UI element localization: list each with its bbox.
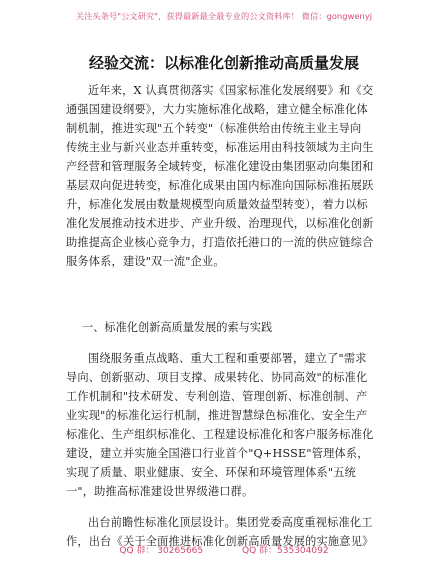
text-line: 工作机制和"技术研发、专利创造、管理创新、标准创制、产 xyxy=(66,390,368,403)
section-heading: 一、标准化创新高质量发展的索与实践 xyxy=(82,321,273,334)
text-line: 近年来，X 认真贯彻落实《国家标准化发展纲要》和《交 xyxy=(88,84,374,97)
footer-contacts xyxy=(0,543,448,556)
footer-qq-group-1: QQ 群： 30265665 xyxy=(119,546,204,556)
text-line: 制机制，推进实现"五个转变"（标准供给由传统主业主导向 xyxy=(66,122,362,135)
text-line: 升，标准化发展由数量规模型向质量效益型转变），着力以标 xyxy=(66,198,368,211)
text-line: 基层双向促进转变，标准化成果由国内标准向国际标准拓展跃 xyxy=(66,179,374,192)
text-line: 围绕服务重点战略、重大工程和重要部署，建立了"需求 xyxy=(88,352,367,365)
page-title: 经验交流：以标准化创新推动高质量发展 xyxy=(88,54,359,72)
text-line: 作，出台《关于全面推进标准化创新高质量发展的实施意见》 xyxy=(66,535,374,548)
paragraph-practice xyxy=(66,349,386,501)
text-line: 传统主业与新兴业态并重转变，标准运用由科技领域为主向生 xyxy=(66,141,374,154)
text-line: 导向、创新驱动、项目支撑、成果转化、协同高效"的标准化 xyxy=(66,371,368,384)
text-line: 出台前瞻性标准化顶层设计。集团党委高度重视标准化工 xyxy=(88,516,373,529)
header-banner: 关注头条号"公文研究"，获得最新最全最专业的公文资料库！ 微信：gongwenyj xyxy=(75,11,373,21)
text-line: 通强国建设纲要》，大力实施标准化战略，建立健全标准化体 xyxy=(66,103,368,116)
text-line: 产经营和管理服务全域转变，标准化建设由集团驱动向集团和 xyxy=(66,160,374,173)
footer-qq-group-2: QQ 群：535304092 xyxy=(242,546,329,556)
text-line: 服务体系，建设"双一流"企业。 xyxy=(66,255,225,268)
text-line: 准化发展推动技术进步、产业升级、治理现代，以标准化创新 xyxy=(66,217,374,230)
text-line: 标准化、生产组织标准化、工程建设标准化和客户服务标准化 xyxy=(66,428,374,441)
text-line: 一"，助推高标准建设世界级港口群。 xyxy=(66,485,254,498)
text-line: 助推提高企业核心竞争力，打造依托港口的一流的供应链综合 xyxy=(66,236,374,249)
paragraph-intro xyxy=(66,81,386,271)
text-line: 建设，建立并实施全国港口行业首个"Q+HSSE"管理体系， xyxy=(66,447,369,460)
text-line: 业实现"的标准化运行机制，推进智慧绿色标准化、安全生产 xyxy=(66,409,368,422)
text-line: 实现了质量、职业健康、安全、环保和环境管理体系"五统 xyxy=(66,466,357,479)
